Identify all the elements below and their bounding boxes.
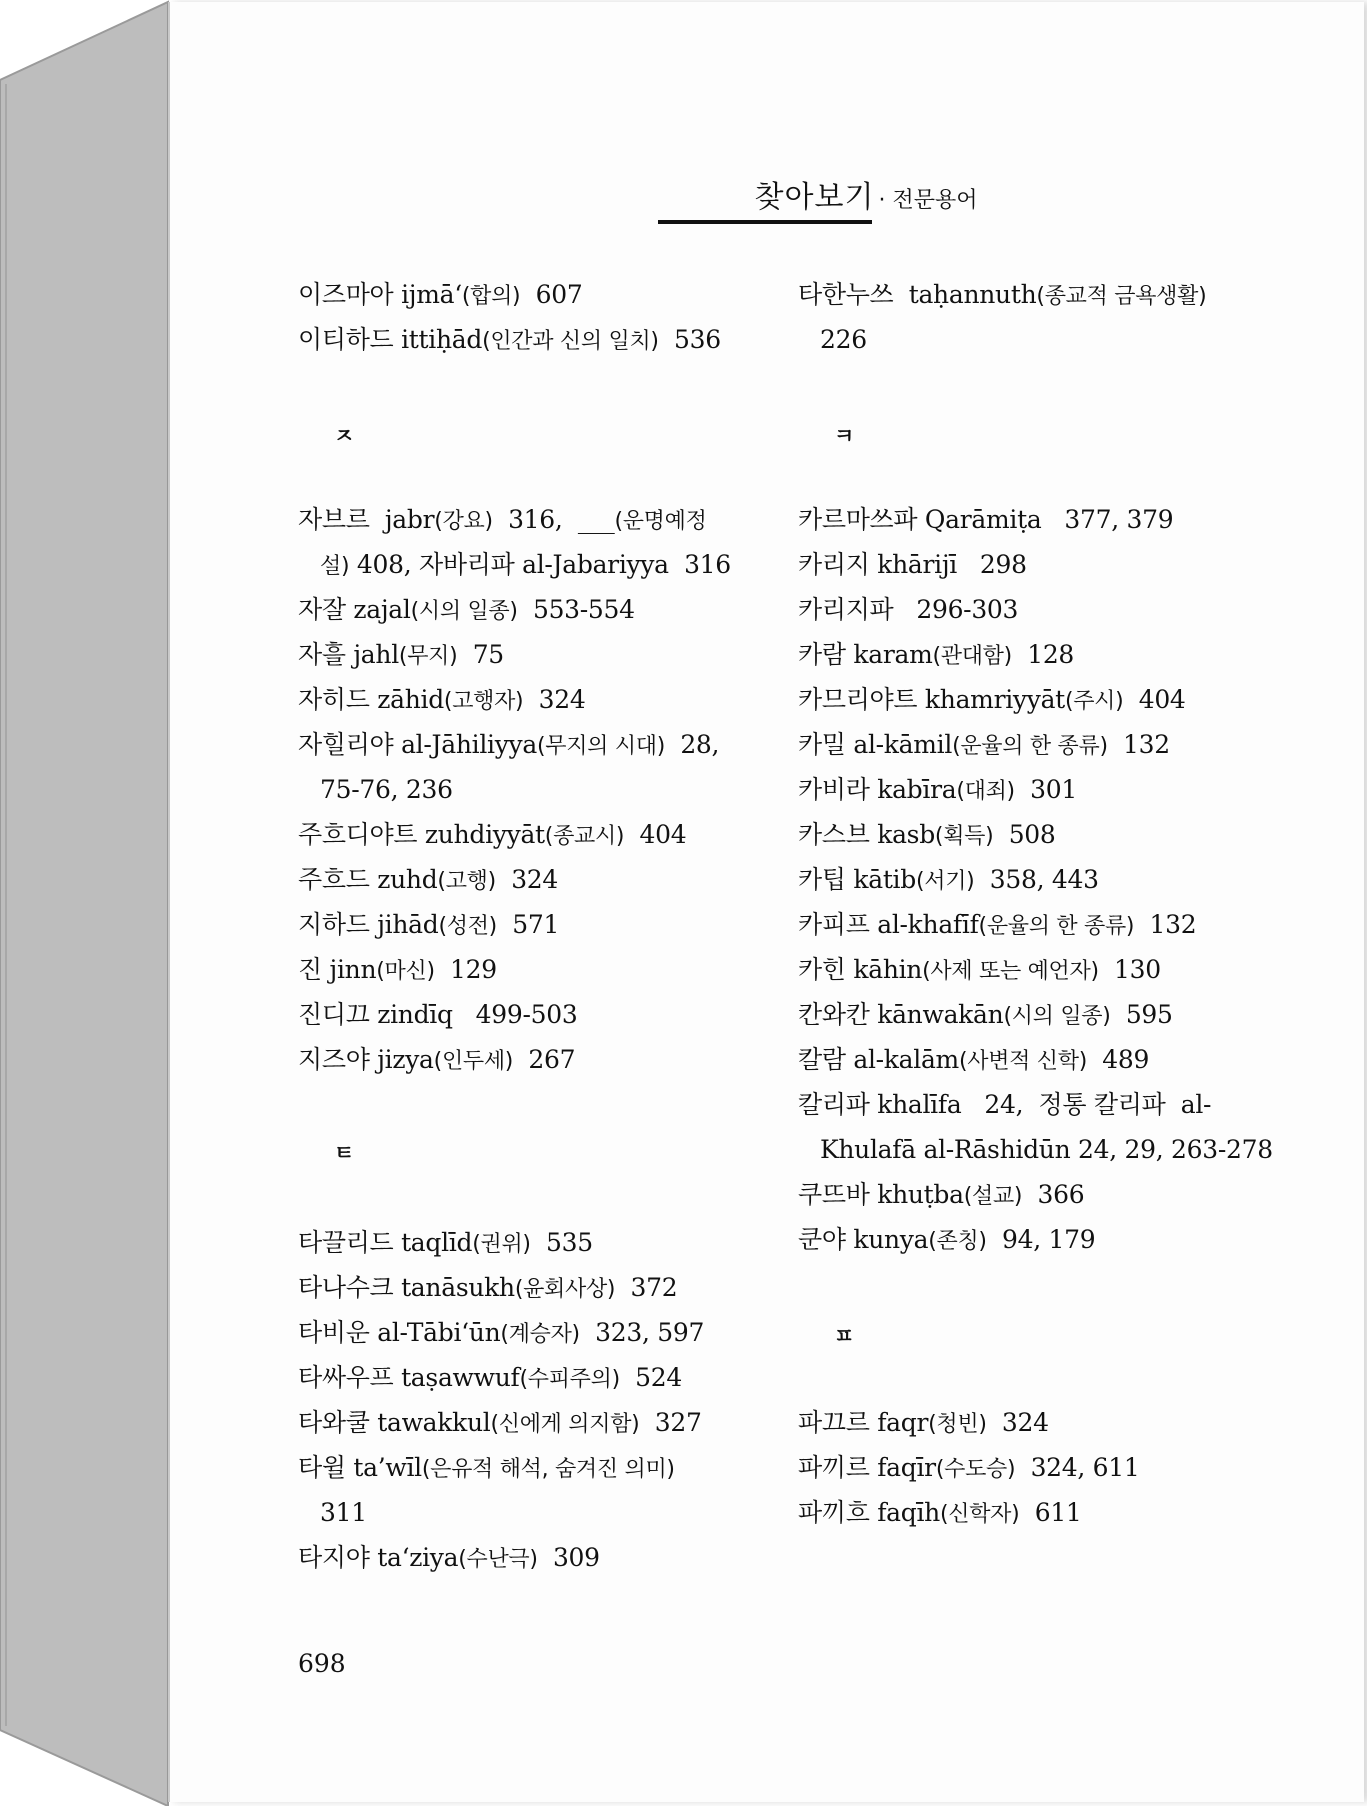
index-entry: 카스브 kasb(획득) 508 xyxy=(798,820,1056,849)
index-entry-continued: 설) 408, 자바리파 al-Jabariyya 316 xyxy=(320,550,731,579)
section-letter-j: ㅈ xyxy=(334,424,355,448)
index-entry: 칼리파 khalīfa 24, 정통 칼리파 al- xyxy=(798,1090,1212,1119)
index-entry: 카므리야트 khamriyyāt(주시) 404 xyxy=(798,685,1186,714)
index-entry: 타나수크 tanāsukh(윤회사상) 372 xyxy=(298,1273,678,1302)
index-entry: 쿤야 kunya(존칭) 94, 179 xyxy=(798,1225,1096,1254)
index-entry: 칼람 al-kalām(사변적 신학) 489 xyxy=(798,1045,1150,1074)
index-entry: 타윌 ta’wīl(은유적 해석, 숨겨진 의미) xyxy=(298,1453,675,1482)
index-entry: 파끼르 faqīr(수도승) 324, 611 xyxy=(798,1453,1140,1482)
index-entry: 자힐리야 al-Jāhiliyya(무지의 시대) 28, xyxy=(298,730,720,759)
index-entry: 카힌 kāhin(사제 또는 예언자) 130 xyxy=(798,955,1161,984)
index-entry: 타와쿨 tawakkul(신에게 의지함) 327 xyxy=(298,1408,702,1437)
index-entry: 진 jinn(마신) 129 xyxy=(298,955,497,984)
index-entry: 지하드 jihād(성전) 571 xyxy=(298,910,560,939)
index-entry: 카피프 al-khafīf(운율의 한 종류) 132 xyxy=(798,910,1197,939)
index-entry: 파끄르 faqr(청빈) 324 xyxy=(798,1408,1049,1437)
index-entry: 카밀 al-kāmil(운율의 한 종류) 132 xyxy=(798,730,1170,759)
index-entry: 이티하드 ittiḥād(인간과 신의 일치) 536 xyxy=(298,325,721,354)
index-entry: 자잘 zajal(시의 일종) 553-554 xyxy=(298,595,635,624)
index-entry: 카비라 kabīra(대죄) 301 xyxy=(798,775,1077,804)
index-title: 찾아보기 xyxy=(754,180,875,215)
index-entry: 카팁 kātib(서기) 358, 443 xyxy=(798,865,1099,894)
index-entry-continued: 311 xyxy=(320,1498,367,1527)
index-entry: 칸와칸 kānwakān(시의 일종) 595 xyxy=(798,1000,1173,1029)
book-spine xyxy=(0,0,175,1806)
index-entry: 타끌리드 taqlīd(권위) 535 xyxy=(298,1228,593,1257)
index-entry: 카르마쓰파 Qarāmiṭa 377, 379 xyxy=(798,505,1174,534)
index-entry: 타비운 al-Tābi‘ūn(계승자) 323, 597 xyxy=(298,1318,705,1347)
index-entry-continued: 75-76, 236 xyxy=(320,775,453,804)
index-entry: 자브르 jabr(강요) 316, ___(운명예정 xyxy=(298,505,707,534)
index-entry: 카리지 khārijī 298 xyxy=(798,550,1027,579)
page-number: 698 xyxy=(298,1649,346,1678)
index-entry: 진디끄 zindīq 499-503 xyxy=(298,1000,578,1029)
index-entry: 타한누쓰 taḥannuth(종교적 금욕생활) xyxy=(798,280,1207,309)
index-entry: 카리지파 296-303 xyxy=(798,595,1019,624)
section-letter-p: ㅍ xyxy=(834,1324,855,1348)
index-entry-continued: Khulafā al-Rāshidūn 24, 29, 263-278 xyxy=(820,1135,1273,1164)
index-entry: 타싸우프 taṣawwuf(수피주의) 524 xyxy=(298,1363,682,1392)
index-entry: 지즈야 jizya(인두세) 267 xyxy=(298,1045,576,1074)
index-entry-continued: 226 xyxy=(820,325,867,354)
index-entry: 자히드 zāhid(고행자) 324 xyxy=(298,685,586,714)
title-underline xyxy=(658,220,872,224)
page-title xyxy=(656,172,1076,216)
index-entry: 파끼흐 faqīh(신학자) 611 xyxy=(798,1498,1082,1527)
index-entry: 쿠뜨바 khuṭba(설교) 366 xyxy=(798,1180,1085,1209)
index-entry: 이즈마아 ijmā‘(합의) 607 xyxy=(298,280,583,309)
book-page xyxy=(168,2,1364,1802)
index-entry: 카람 karam(관대함) 128 xyxy=(798,640,1075,669)
index-entry: 주흐드 zuhd(고행) 324 xyxy=(298,865,559,894)
section-letter-t: ㅌ xyxy=(334,1141,355,1165)
index-subtitle: · 전문용어 xyxy=(878,188,978,213)
index-entry: 타지야 ta‘ziya(수난극) 309 xyxy=(298,1543,600,1572)
section-letter-k: ㅋ xyxy=(834,424,855,448)
index-entry: 자흘 jahl(무지) 75 xyxy=(298,640,504,669)
index-entry: 주흐디야트 zuhdiyyāt(종교시) 404 xyxy=(298,820,687,849)
